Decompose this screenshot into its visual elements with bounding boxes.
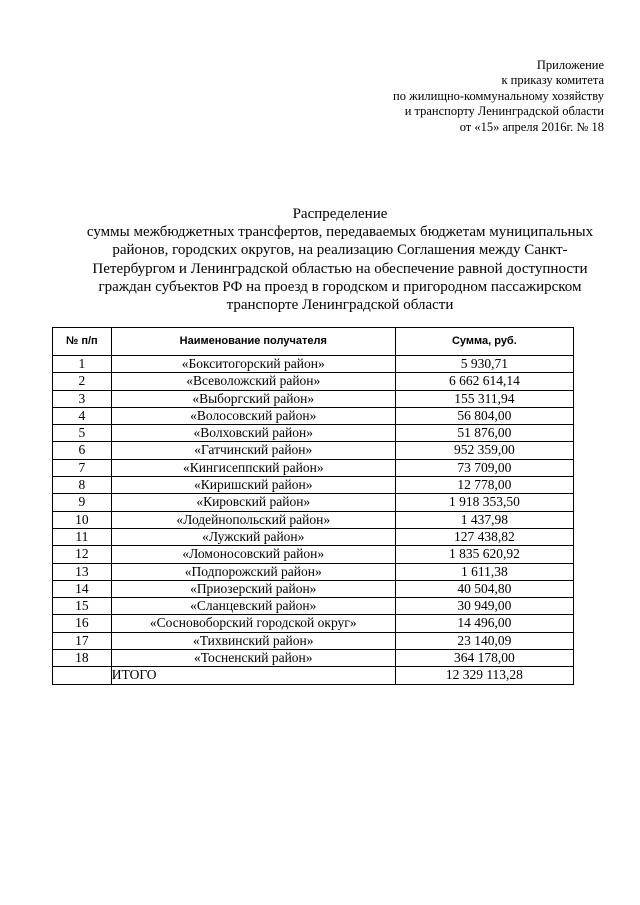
table-row bbox=[53, 356, 574, 373]
column-header-recipient: Наименование получателя bbox=[111, 328, 395, 356]
table-row bbox=[53, 442, 574, 459]
title-line: районов, городских округов, на реализацию Соглашения между Санкт- bbox=[112, 242, 568, 259]
recipient-name: «Тосненский район» bbox=[111, 650, 395, 667]
table-body bbox=[53, 356, 574, 667]
amount: 952 359,00 bbox=[395, 442, 573, 459]
row-number: 6 bbox=[53, 442, 112, 459]
recipient-name: «Лужский район» bbox=[111, 528, 395, 545]
row-number: 8 bbox=[53, 477, 112, 494]
header-line: и транспорту Ленинградской области bbox=[404, 104, 604, 119]
recipient-name: «Сланцевский район» bbox=[111, 598, 395, 615]
table-row bbox=[53, 563, 574, 580]
table-row bbox=[53, 546, 574, 563]
recipient-name: «Подпорожский район» bbox=[111, 563, 395, 580]
table-row bbox=[53, 425, 574, 442]
row-number: 9 bbox=[53, 494, 112, 511]
amount: 73 709,00 bbox=[395, 459, 573, 476]
recipient-name: «Бокситогорский район» bbox=[111, 356, 395, 373]
row-number: 12 bbox=[53, 546, 112, 563]
row-number: 7 bbox=[53, 459, 112, 476]
title-line: Распределение bbox=[292, 206, 388, 222]
title-line: Петербургом и Ленинградской областью на обеспечение равной доступности bbox=[92, 260, 588, 277]
recipient-name: «Киришский район» bbox=[111, 477, 395, 494]
recipient-name: «Приозерский район» bbox=[111, 580, 395, 597]
title-line: суммы межбюджетных трансфертов, передаваемых бюджетам муниципальных bbox=[86, 224, 594, 241]
recipient-name: «Тихвинский район» bbox=[111, 632, 395, 649]
amount: 23 140,09 bbox=[395, 632, 573, 649]
row-number: 13 bbox=[53, 563, 112, 580]
amount: 12 778,00 bbox=[395, 477, 573, 494]
row-number: 10 bbox=[53, 511, 112, 528]
amount: 1 611,38 bbox=[395, 563, 573, 580]
title-line: транспорте Ленинградской области bbox=[226, 297, 454, 314]
table-row bbox=[53, 373, 574, 390]
row-number: 3 bbox=[53, 390, 112, 407]
header-line: от «15» апреля 2016г. № 18 bbox=[459, 119, 604, 134]
total-number-cell bbox=[53, 667, 112, 684]
amount: 1 835 620,92 bbox=[395, 546, 573, 563]
amount: 6 662 614,14 bbox=[395, 373, 573, 390]
amount: 1 918 353,50 bbox=[395, 494, 573, 511]
recipient-name: «Гатчинский район» bbox=[111, 442, 395, 459]
recipient-name: «Ломоносовский район» bbox=[111, 546, 395, 563]
row-number: 2 bbox=[53, 373, 112, 390]
row-number: 18 bbox=[53, 650, 112, 667]
table-row bbox=[53, 615, 574, 632]
row-number: 14 bbox=[53, 580, 112, 597]
amount: 51 876,00 bbox=[395, 425, 573, 442]
header-line: к приказу комитета bbox=[501, 73, 604, 88]
table-header-row bbox=[53, 328, 574, 356]
column-header-number: № п/п bbox=[53, 328, 112, 356]
column-header-amount: Сумма, руб. bbox=[395, 328, 573, 356]
table-row bbox=[53, 390, 574, 407]
amount: 14 496,00 bbox=[395, 615, 573, 632]
total-sum: 12 329 113,28 bbox=[395, 667, 573, 684]
table-row bbox=[53, 459, 574, 476]
recipient-name: «Волховский район» bbox=[111, 425, 395, 442]
amount: 1 437,98 bbox=[395, 511, 573, 528]
table-row bbox=[53, 650, 574, 667]
table-row bbox=[53, 598, 574, 615]
row-number: 11 bbox=[53, 528, 112, 545]
appendix-header bbox=[393, 58, 604, 135]
title-line: граждан субъектов РФ на проезд в городском и пригородном пассажирском bbox=[98, 278, 582, 295]
row-number: 16 bbox=[53, 615, 112, 632]
table-row bbox=[53, 580, 574, 597]
recipient-name: «Волосовский район» bbox=[111, 407, 395, 424]
recipient-name: «Кингисеппский район» bbox=[111, 459, 395, 476]
amount: 56 804,00 bbox=[395, 407, 573, 424]
table-row bbox=[53, 511, 574, 528]
recipient-name: «Всеволожский район» bbox=[111, 373, 395, 390]
amount: 127 438,82 bbox=[395, 528, 573, 545]
amount: 155 311,94 bbox=[395, 390, 573, 407]
recipient-name: «Лодейнопольский район» bbox=[111, 511, 395, 528]
recipient-name: «Выборгский район» bbox=[111, 390, 395, 407]
row-number: 17 bbox=[53, 632, 112, 649]
row-number: 1 bbox=[53, 356, 112, 373]
row-number: 15 bbox=[53, 598, 112, 615]
table-row bbox=[53, 407, 574, 424]
row-number: 4 bbox=[53, 407, 112, 424]
header-line: Приложение bbox=[536, 58, 604, 72]
document-title bbox=[60, 205, 620, 314]
total-label: ИТОГО bbox=[111, 667, 395, 684]
distribution-table bbox=[52, 327, 574, 685]
header-line: по жилищно-коммунальному хозяйству bbox=[393, 88, 604, 103]
table-row bbox=[53, 528, 574, 545]
amount: 40 504,80 bbox=[395, 580, 573, 597]
recipient-name: «Сосновоборский городской округ» bbox=[111, 615, 395, 632]
table-row bbox=[53, 494, 574, 511]
total-row bbox=[53, 667, 574, 684]
amount: 364 178,00 bbox=[395, 650, 573, 667]
amount: 30 949,00 bbox=[395, 598, 573, 615]
table-row bbox=[53, 632, 574, 649]
recipient-name: «Кировский район» bbox=[111, 494, 395, 511]
amount: 5 930,71 bbox=[395, 356, 573, 373]
row-number: 5 bbox=[53, 425, 112, 442]
table-row bbox=[53, 477, 574, 494]
